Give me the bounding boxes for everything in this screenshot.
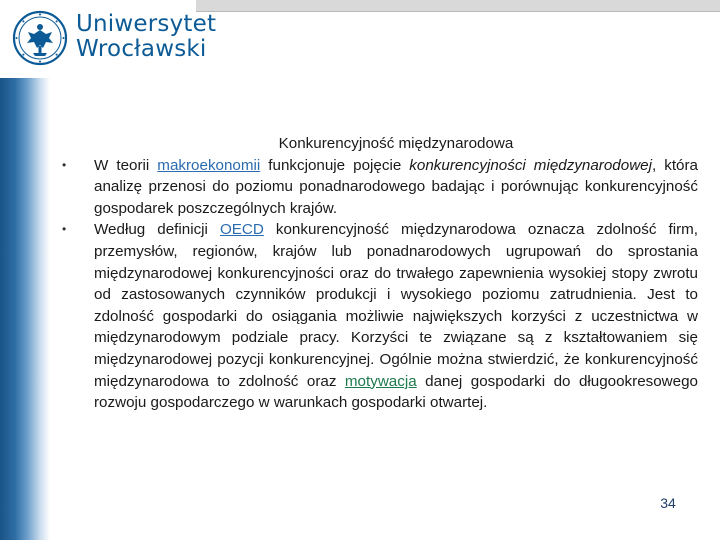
sidebar-gradient [0, 78, 50, 540]
motywacja-link[interactable]: motywacja [344, 372, 417, 390]
logo-name-line2: Wrocławski [76, 36, 207, 62]
bullet-list [94, 155, 698, 414]
university-logo-text [76, 12, 216, 62]
text-segment: , która analizę przenosi do poziomu ponadnarodowego badając i porównując konkurencyjność gospodarek poszczególnych krajów. [94, 156, 698, 217]
text-segment: Według definicji [94, 221, 220, 239]
page-number: 34 [660, 495, 676, 511]
makroekonomii-link[interactable]: makroekonomii [157, 156, 261, 174]
logo-name-line1: Uniwersytet [76, 11, 217, 37]
oecd-link[interactable]: OECD [219, 221, 264, 239]
slide-header [0, 0, 720, 78]
list-item [94, 155, 698, 220]
text-segment: danej gospodarki do długookresowego rozwoju gospodarczego w warunkach gospodarki otwartej. [94, 372, 698, 412]
header-rule [196, 0, 720, 12]
emphasized-term: konkurencyjności międzynarodowej [409, 156, 652, 174]
text-segment: W teorii [94, 156, 158, 174]
text-segment: konkurencyjność międzynarodowa oznacza zdolność firm, przemysłów, regionów, krajów lub ponadnarodowych ugrupowań do sprostania międzynarodowej konkurencyjności oraz do trwałego zapewnienia wysokiej stopy zwrotu od zastosowanych czynników produkcji i wysokiego poziomu zatrudnienia. Jest to zdolność gospodarki do osiągania możliwie największych korzyści z uczestnictwa w międzynarodowym podziale pracy. Korzyści te związane są z kształtowaniem się międzynarodowej pozycji konkurencyjnej. Ogólnie można stwierdzić, że konkurencyjność międzynarodowa to zdolność oraz [94, 221, 699, 390]
text-segment: funkcjonuje pojęcie [260, 156, 410, 174]
university-emblem-icon [12, 10, 68, 66]
slide-content [94, 133, 698, 414]
slide-title: Konkurencyjność międzynarodowa [278, 135, 514, 152]
list-item [94, 219, 698, 413]
